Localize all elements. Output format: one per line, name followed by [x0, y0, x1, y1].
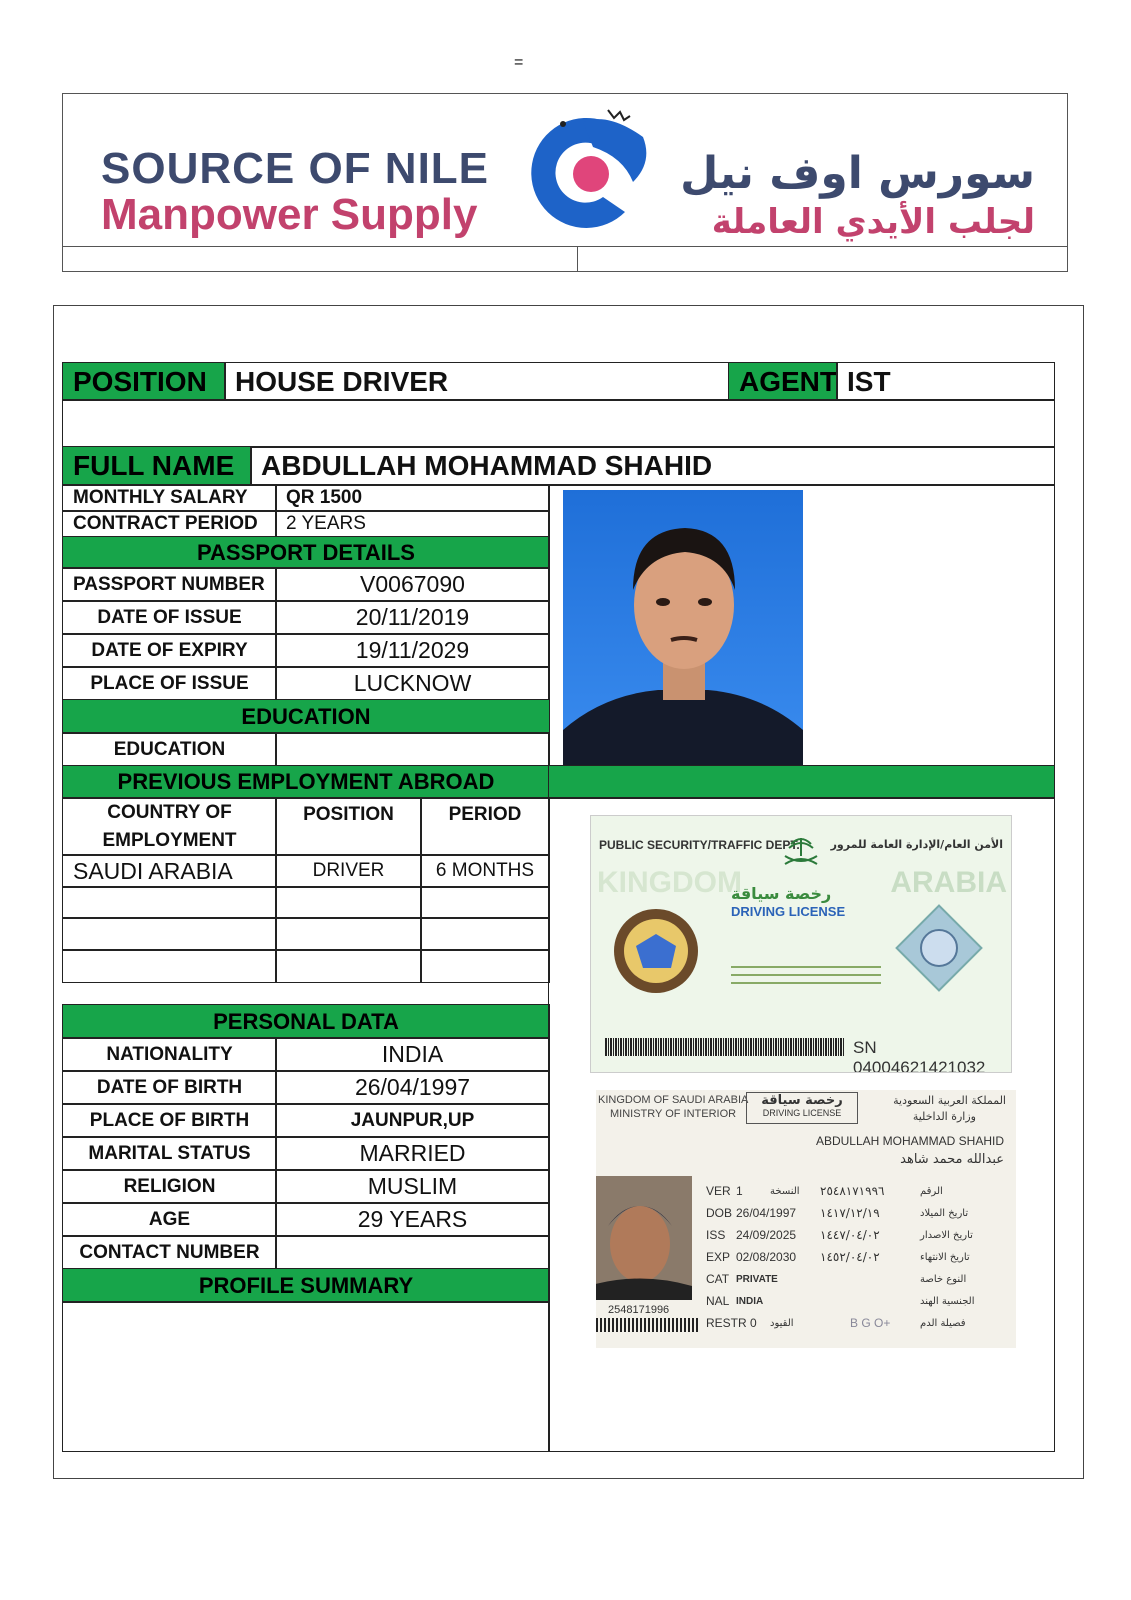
place-of-issue-value: LUCKNOW	[275, 666, 550, 701]
employment-title-extension	[548, 765, 1055, 799]
field-ar-key: الجنسية الهند	[920, 1295, 975, 1307]
employment-empty-cell	[62, 917, 277, 951]
brand-name-ar: سورس اوف نيل	[680, 148, 1035, 199]
field-ar-value: ١٤١٧/١٢/١٩	[820, 1206, 880, 1220]
field-ar-value: ١٤٤٧/٠٤/٠٢	[820, 1228, 880, 1242]
place-of-issue-label: PLACE OF ISSUE	[62, 666, 277, 701]
field-value: 0	[750, 1316, 757, 1330]
field-key: RESTR	[706, 1316, 747, 1330]
age-label: AGE	[62, 1202, 277, 1237]
employment-empty-cell	[275, 886, 422, 919]
ministry-en: MINISTRY OF INTERIOR	[610, 1108, 737, 1120]
barcode-number: 2548171996	[608, 1304, 670, 1316]
agent-value: IST	[836, 362, 1055, 401]
brand-name-en: SOURCE OF NILE	[101, 144, 490, 193]
religion-label: RELIGION	[62, 1169, 277, 1204]
field-value: 24/09/2025	[736, 1228, 797, 1242]
field-key: CAT	[706, 1272, 730, 1286]
license-fields	[706, 1180, 1016, 1334]
license-title-en: DRIVING LICENSE	[731, 904, 846, 919]
license-bg-text-right: ARABIA	[890, 866, 1007, 899]
brand-arabic	[680, 146, 1035, 244]
license-title-ar: رخصة سياقة	[731, 884, 832, 903]
field-ar-key: الرقم	[920, 1185, 943, 1197]
brand-tagline-en: Manpower Supply	[101, 190, 478, 240]
license-card-front	[596, 1090, 1016, 1348]
employment-position: DRIVER	[275, 854, 422, 888]
period-column-header: PERIOD	[420, 797, 550, 856]
employment-section-title: PREVIOUS EMPLOYMENT ABROAD	[62, 765, 550, 799]
license-bg-text-left: KINGDOM	[597, 866, 742, 899]
birth-place-value: JAUNPUR,UP	[275, 1103, 550, 1138]
field-value: PRIVATE	[736, 1273, 778, 1285]
license-dept-en: PUBLIC SECURITY/TRAFFIC DEPT.	[599, 838, 800, 852]
ministry-ar: وزارة الداخلية	[912, 1110, 976, 1123]
field-ar-label: النسخة	[770, 1185, 800, 1197]
employment-empty-cell	[62, 949, 277, 983]
salary-value: QR 1500	[275, 484, 550, 512]
employment-empty-cell	[275, 917, 422, 951]
kingdom-en: KINGDOM OF SAUDI ARABIA	[598, 1094, 749, 1106]
front-title-ar: رخصة سياقة	[761, 1093, 843, 1108]
field-ar-key: تاريخ الاصدار	[920, 1229, 973, 1241]
palm-swords-emblem	[781, 834, 821, 870]
issue-date-value: 20/11/2019	[275, 600, 550, 635]
full-name-value: ABDULLAH MOHAMMAD SHAHID	[250, 446, 1055, 486]
passport-number-value: V0067090	[275, 567, 550, 602]
birth-date-label: DATE OF BIRTH	[62, 1070, 277, 1105]
expiry-date-value: 19/11/2029	[275, 633, 550, 668]
position-value: HOUSE DRIVER	[224, 362, 730, 401]
employment-period: 6 MONTHS	[420, 854, 550, 888]
field-ar-value: ١٤٥٢/٠٤/٠٢	[820, 1250, 880, 1264]
profile-summary-box	[62, 1301, 550, 1452]
passport-section-title: PASSPORT DETAILS	[62, 536, 550, 569]
nationality-label: NATIONALITY	[62, 1037, 277, 1072]
field-value: 02/08/2030	[736, 1250, 797, 1264]
field-value: 26/04/1997	[736, 1206, 797, 1220]
expiry-date-label: DATE OF EXPIRY	[62, 633, 277, 668]
field-ar-value: ٢٥٤٨١٧١٩٩٦	[820, 1184, 885, 1198]
marital-status-label: MARITAL STATUS	[62, 1136, 277, 1171]
employment-empty-cell	[275, 949, 422, 983]
license-title-box	[746, 1092, 858, 1124]
front-barcode	[596, 1318, 700, 1332]
blank-row	[62, 399, 1055, 448]
position-column-header: POSITION	[275, 797, 422, 856]
field-ar-key: النوع خاصة	[920, 1273, 967, 1285]
license-dept-ar: الأمن العام/الإدارة العامة للمرور	[830, 838, 1003, 851]
issue-date-label: DATE OF ISSUE	[62, 600, 277, 635]
birth-place-label: PLACE OF BIRTH	[62, 1103, 277, 1138]
position-label: POSITION	[62, 362, 226, 401]
profile-section-title: PROFILE SUMMARY	[62, 1268, 550, 1303]
employment-empty-cell	[420, 917, 550, 951]
field-ar-key: تاريخ الميلاد	[920, 1207, 969, 1219]
field-value: 1	[736, 1184, 743, 1198]
country-column-header: COUNTRY OF EMPLOYMENT	[62, 797, 277, 856]
contact-number-value	[275, 1235, 550, 1270]
company-logo	[513, 102, 663, 240]
field-ar-value: B G O+	[850, 1316, 891, 1330]
education-section-title: EDUCATION	[62, 699, 550, 734]
contract-label: CONTRACT PERIOD	[62, 510, 277, 538]
employment-empty-cell	[420, 886, 550, 919]
kingdom-ar: المملكة العربية السعودية	[893, 1094, 1006, 1107]
applicant-photo	[563, 490, 803, 773]
license-card-back	[590, 815, 1012, 1073]
holder-name-ar: عبدالله محمد شاهد	[900, 1152, 1004, 1167]
letterhead	[62, 93, 1068, 247]
license-serial: SN 04004621421032	[853, 1038, 986, 1073]
field-value: INDIA	[736, 1295, 764, 1307]
field-ar-label: القيود	[770, 1317, 794, 1329]
gcc-emblem	[611, 906, 701, 996]
marital-status-value: MARRIED	[275, 1136, 550, 1171]
birth-date-value: 26/04/1997	[275, 1070, 550, 1105]
letterhead-subrow	[62, 247, 1068, 272]
field-key: VER	[706, 1184, 731, 1198]
nationality-value: INDIA	[275, 1037, 550, 1072]
religion-value: MUSLIM	[275, 1169, 550, 1204]
barcode	[605, 1038, 845, 1056]
holder-name-en: ABDULLAH MOHAMMAD SHAHID	[815, 1134, 1004, 1148]
salary-label: MONTHLY SALARY	[62, 484, 277, 512]
brand-english	[101, 146, 489, 238]
field-ar-key: تاريخ الانتهاء	[920, 1251, 970, 1263]
hologram	[891, 900, 987, 996]
field-ar-key: فصيلة الدم	[920, 1317, 966, 1329]
brand-tagline-ar: لجلب الأيدي العاملة	[711, 202, 1035, 242]
front-title-en: DRIVING LICENSE	[762, 1108, 842, 1118]
license-photo	[596, 1176, 692, 1300]
field-key: DOB	[706, 1206, 733, 1220]
field-key: NAL	[706, 1294, 730, 1308]
education-label: EDUCATION	[62, 732, 277, 767]
contact-number-label: CONTACT NUMBER	[62, 1235, 277, 1270]
employment-empty-cell	[62, 886, 277, 919]
education-value	[275, 732, 550, 767]
personal-section-title: PERSONAL DATA	[62, 1004, 550, 1039]
passport-number-label: PASSPORT NUMBER	[62, 567, 277, 602]
contract-value: 2 YEARS	[275, 510, 550, 538]
age-value: 29 YEARS	[275, 1202, 550, 1237]
field-key: EXP	[706, 1250, 731, 1264]
top-mark: =	[514, 54, 524, 71]
employment-empty-cell	[420, 949, 550, 983]
agent-label: AGENT	[728, 362, 838, 401]
full-name-label: FULL NAME	[62, 446, 252, 486]
field-key: ISS	[706, 1228, 726, 1242]
employment-country: SAUDI ARABIA	[62, 854, 277, 888]
